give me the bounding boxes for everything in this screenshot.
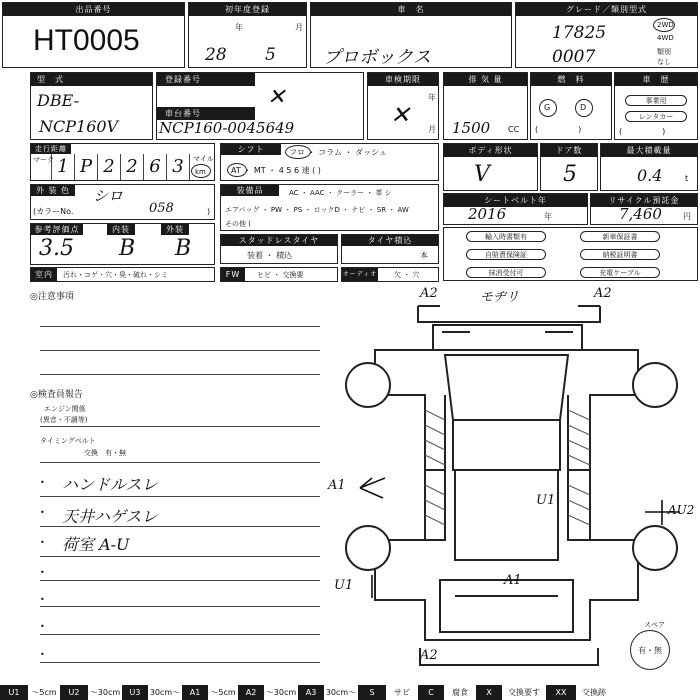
doc-cancel: 抹消受付可 bbox=[466, 267, 546, 278]
legend-text: ～30cm bbox=[264, 685, 298, 700]
car-damage-diagram bbox=[330, 282, 690, 682]
legend-code: U1 bbox=[0, 685, 28, 700]
legend-text: ～5cm bbox=[208, 685, 238, 700]
color-no-close: ) bbox=[207, 207, 211, 216]
studless-box bbox=[220, 234, 338, 264]
exterior-value: B bbox=[175, 236, 192, 261]
legend-text: 交換要す bbox=[502, 685, 546, 700]
caution-title: ◎注意事項 bbox=[30, 292, 74, 302]
audio-box bbox=[341, 267, 439, 282]
model-value-2: NCP160V bbox=[39, 117, 119, 136]
shaken-value: ✕ bbox=[390, 101, 411, 129]
documents-box bbox=[443, 227, 698, 281]
belt-value: 2016 bbox=[468, 205, 507, 223]
recycle-unit: 円 bbox=[683, 212, 691, 221]
interior-label: 内装 bbox=[107, 224, 135, 235]
caution-line bbox=[40, 326, 320, 327]
doc-warranty: 新車保証書 bbox=[580, 231, 660, 242]
load-label: 最大積載量 bbox=[601, 144, 697, 157]
legend-code: U2 bbox=[60, 685, 88, 700]
legend-text: ～30cm bbox=[88, 685, 122, 700]
doc-import: 輸入時書類有 bbox=[466, 231, 546, 242]
mileage-digit: 1 bbox=[52, 154, 75, 180]
caution-line bbox=[40, 374, 320, 375]
damage-label-a2-rear: A2 bbox=[420, 648, 438, 663]
drive-other: 類別なし bbox=[657, 48, 671, 66]
shift-options: フロ ・ コラム ・ ダッシュ bbox=[289, 148, 387, 157]
fuel-box bbox=[530, 72, 612, 140]
shift-types: AT ・ MT ・ 4 5 6 速 ( ) bbox=[231, 166, 321, 175]
damage-label-modiri: モヂリ bbox=[480, 290, 520, 305]
fuel-parens: ( ) bbox=[535, 125, 582, 134]
spare-label: スペア bbox=[644, 621, 665, 629]
chassis-label: 車台番号 bbox=[157, 107, 255, 120]
fw-box bbox=[220, 267, 338, 282]
equip-label: 装備品 bbox=[221, 185, 279, 196]
legend-code: A2 bbox=[238, 685, 264, 700]
car-name-box bbox=[310, 2, 512, 68]
report-line bbox=[40, 634, 320, 635]
year-unit: 年 bbox=[235, 23, 243, 32]
disp-unit: CC bbox=[508, 125, 520, 134]
chassis-value: NCP160-0045649 bbox=[159, 119, 295, 137]
history-rental: レンタカー bbox=[625, 111, 687, 122]
model-value-1: DBE- bbox=[37, 91, 79, 110]
report-line bbox=[40, 426, 320, 427]
fw-label: FW bbox=[221, 268, 245, 281]
studless-label: スタッドレスタイヤ bbox=[221, 235, 337, 246]
first-reg-label: 初年度登録 bbox=[189, 3, 306, 16]
shift-at-circle bbox=[227, 163, 247, 177]
recycle-box bbox=[590, 193, 698, 225]
history-label: 車 歴 bbox=[615, 73, 697, 86]
doc-insurance: 自賠責保険証 bbox=[466, 249, 546, 260]
legend-code: A3 bbox=[298, 685, 324, 700]
exterior-label: 外装 bbox=[161, 224, 189, 235]
handwritten-note-1: ハンドルスレ bbox=[62, 475, 158, 494]
damage-label-u1-rear: U1 bbox=[334, 578, 354, 593]
drive-4wd: 4WD bbox=[657, 34, 674, 42]
color-box bbox=[30, 184, 215, 220]
shift-label: シフト bbox=[221, 144, 281, 155]
report-line bbox=[40, 606, 320, 607]
body-value: V bbox=[474, 162, 490, 187]
load-box bbox=[600, 143, 698, 191]
lot-number-box bbox=[2, 2, 185, 68]
engine-label: エンジン関係 bbox=[44, 405, 86, 413]
reg-no-value: ✕ bbox=[267, 85, 286, 110]
audio-label: オーディオ bbox=[342, 268, 378, 281]
legend-text: 30cm～ bbox=[324, 685, 358, 700]
registration-box bbox=[156, 72, 364, 140]
report-line bbox=[40, 556, 320, 557]
mileage-mark: マーク bbox=[33, 156, 54, 164]
equipment-box bbox=[220, 184, 439, 231]
disp-value: 1500 bbox=[452, 119, 491, 137]
color-no-label: (カラーNo. bbox=[33, 207, 74, 216]
history-parens: ( ) bbox=[619, 127, 666, 136]
disp-label: 排 気 量 bbox=[444, 73, 527, 86]
report-title: ◎検査員報告 bbox=[30, 390, 83, 400]
report-line bbox=[40, 462, 320, 463]
first-reg-month: 5 bbox=[265, 45, 276, 65]
interior-cond-label: 室内 bbox=[31, 268, 57, 281]
fuel-d: D bbox=[580, 103, 587, 112]
shaken-box bbox=[367, 72, 439, 140]
mileage-digit: 2 bbox=[98, 154, 121, 180]
belt-label: シートベルト年 bbox=[444, 194, 587, 207]
recycle-value: 7,460 bbox=[619, 205, 662, 223]
doors-box bbox=[540, 143, 598, 191]
fuel-g: G bbox=[544, 103, 551, 112]
legend-code: X bbox=[476, 685, 502, 700]
tire-box bbox=[341, 234, 439, 264]
bullet: • bbox=[40, 568, 45, 577]
bullet: • bbox=[40, 595, 45, 604]
mileage-label: 走行距離 bbox=[31, 144, 71, 154]
damage-label-u1-center: U1 bbox=[536, 493, 556, 508]
report-line bbox=[40, 526, 320, 527]
handwritten-note-2: 天井ハゲスレ bbox=[62, 507, 158, 526]
displacement-box bbox=[443, 72, 528, 140]
score-box bbox=[30, 223, 215, 265]
bullet: • bbox=[40, 508, 45, 517]
damage-label-a1-rear: A1 bbox=[504, 573, 522, 588]
car-name: プロボックス bbox=[323, 47, 431, 68]
recycle-label: リサイクル預託金 bbox=[591, 194, 697, 207]
fw-value: ヒビ ・ 交換要 bbox=[257, 271, 304, 279]
legend-text: ～5cm bbox=[28, 685, 60, 700]
grade-value-1: 17825 bbox=[552, 23, 607, 43]
legend-code: XX bbox=[546, 685, 576, 700]
legend-text: 30cm～ bbox=[148, 685, 182, 700]
mileage-digit: 6 bbox=[144, 154, 167, 180]
equip-other: その他 ( bbox=[225, 220, 251, 228]
color-no-value: 058 bbox=[149, 201, 174, 216]
interior-condition-box bbox=[30, 267, 215, 282]
shift-floor-circle bbox=[285, 145, 311, 159]
drive-2wd: 2WD bbox=[657, 21, 674, 29]
equip-row1: AC ・ AAC ・ クーラー ・ 革 シ bbox=[289, 189, 392, 197]
damage-label-au2: AU2 bbox=[668, 503, 695, 517]
legend-text: 腐食 bbox=[444, 685, 476, 700]
legend-code: A1 bbox=[182, 685, 208, 700]
lot-label: 出品番号 bbox=[3, 3, 184, 16]
audio-value: 欠 ・ 穴 bbox=[394, 271, 420, 279]
first-reg-year: 28 bbox=[205, 45, 227, 65]
belt-unit: 年 bbox=[544, 212, 552, 221]
report-line bbox=[40, 496, 320, 497]
history-box bbox=[614, 72, 698, 140]
grade-value-2: 0007 bbox=[552, 47, 596, 67]
body-label: ボディ形状 bbox=[444, 144, 537, 157]
interior-cond-value: 汚れ・コゲ・穴・臭・破れ・シミ bbox=[63, 271, 168, 279]
damage-legend-bar bbox=[0, 685, 700, 700]
damage-label-a2-right: A2 bbox=[594, 286, 612, 301]
mileage-digits bbox=[51, 154, 190, 180]
grade-box bbox=[515, 2, 698, 68]
fuel-label: 燃 料 bbox=[531, 73, 611, 86]
shaken-month: 月 bbox=[428, 125, 436, 134]
handwritten-note-3: 荷室 A-U bbox=[62, 535, 130, 554]
score-value: 3.5 bbox=[39, 236, 74, 261]
report-line bbox=[40, 662, 320, 663]
legend-code: S bbox=[358, 685, 386, 700]
legend-text: サビ bbox=[386, 685, 418, 700]
doors-label: ドア数 bbox=[541, 144, 597, 157]
bullet: • bbox=[40, 622, 45, 631]
tire-label: タイヤ積込 bbox=[342, 235, 438, 246]
belt-box bbox=[443, 193, 588, 225]
load-unit: t bbox=[685, 174, 689, 183]
legend-text: 交換跡 bbox=[576, 685, 612, 700]
mileage-unit-km: km bbox=[195, 168, 206, 176]
model-box bbox=[30, 72, 153, 140]
studless-opts: 装着 ・ 積込 bbox=[247, 251, 293, 260]
tire-unit: 本 bbox=[420, 251, 428, 260]
mileage-unit-miles: マイル bbox=[193, 155, 214, 163]
equip-row2: エアバッグ ・ PW ・ PS ・ ロックD ・ ナビ ・ SR ・ AW bbox=[225, 206, 409, 214]
doors-value: 5 bbox=[563, 162, 577, 187]
report-line bbox=[40, 580, 320, 581]
engine-sub: (異音・不調等) bbox=[40, 416, 88, 424]
car-name-label: 車 名 bbox=[311, 3, 511, 16]
damage-label-a1-left: A1 bbox=[328, 478, 346, 493]
score-label: 参考評価点 bbox=[31, 224, 83, 235]
reg-no-label: 登録番号 bbox=[157, 73, 255, 86]
doc-charge-cable: 充電ケーブル bbox=[580, 267, 660, 278]
mileage-digit: 3 bbox=[167, 154, 190, 180]
spare-value: 有・無 bbox=[638, 646, 662, 655]
lot-number: HT0005 bbox=[33, 24, 140, 57]
bullet: • bbox=[40, 478, 45, 487]
interior-value: B bbox=[119, 236, 136, 261]
color-value: シロ bbox=[93, 187, 124, 205]
history-commercial: 事業用 bbox=[625, 95, 687, 106]
mileage-box bbox=[30, 143, 215, 181]
body-box bbox=[443, 143, 538, 191]
mileage-digit: 2 bbox=[121, 154, 144, 180]
shift-box bbox=[220, 143, 439, 181]
bullet: • bbox=[40, 538, 45, 547]
timing-exchange: 交換 有・無 bbox=[84, 449, 126, 457]
grade-label: グレード／類別型式 bbox=[516, 3, 697, 16]
month-unit: 月 bbox=[295, 23, 303, 32]
legend-code: U3 bbox=[122, 685, 148, 700]
bullet: • bbox=[40, 650, 45, 659]
damage-label-a2-left: A2 bbox=[420, 286, 438, 301]
mileage-digit: P bbox=[75, 154, 98, 180]
model-label: 型 式 bbox=[31, 73, 152, 86]
shaken-label: 車検期限 bbox=[368, 73, 438, 86]
shaken-year: 年 bbox=[428, 93, 436, 102]
timing-label: タイミングベルト bbox=[40, 437, 96, 445]
load-value: 0.4 bbox=[637, 166, 663, 185]
caution-line bbox=[40, 350, 320, 351]
first-registration-box bbox=[188, 2, 307, 68]
doc-tax: 納税証明書 bbox=[580, 249, 660, 260]
color-label: 外 装 色 bbox=[31, 185, 75, 196]
legend-code: C bbox=[418, 685, 444, 700]
